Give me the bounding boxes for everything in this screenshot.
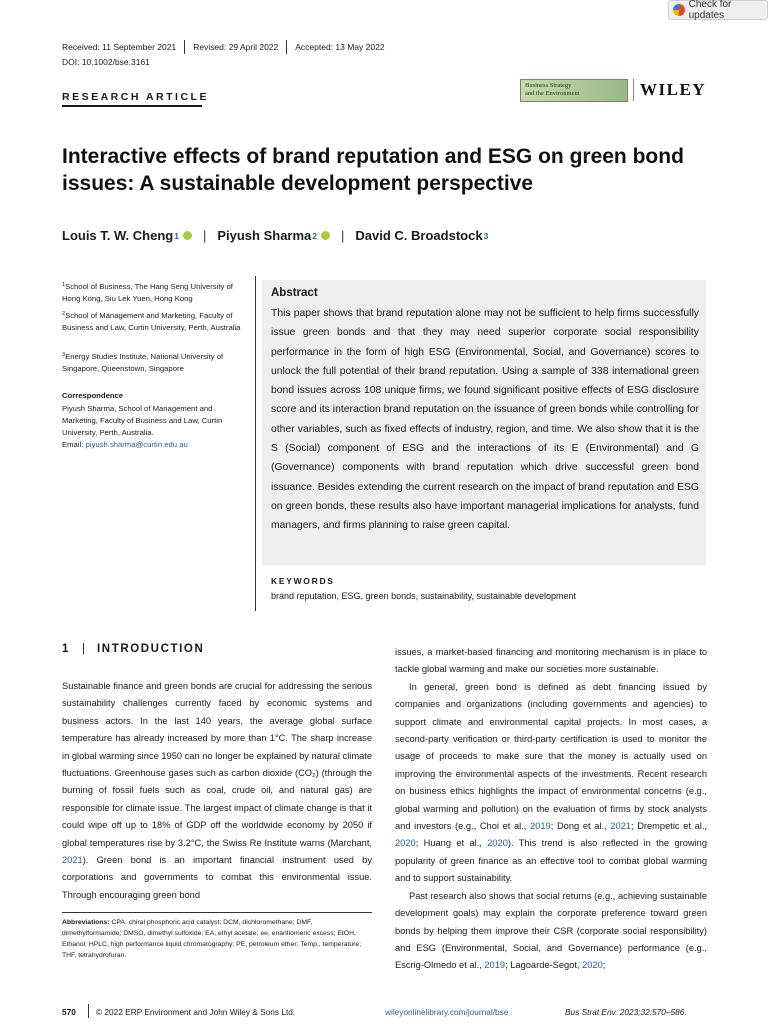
right-column [395,644,707,975]
doi: DOI: 10.1002/bse.3161 [62,57,150,67]
affiliation-number: 3 [62,352,66,358]
check-for-updates-button[interactable] [668,0,768,20]
body-paragraph [62,678,372,904]
paragraph-text: Past research also shows that social returns (e.g., achieving sustainable development goals) may explain the corporate preference toward green bonds by helping them improve their CSR (corporate social responsibility) and ESG (Environmental, Social, and Governance) performance (e.g., Escrig-Olmedo et al., [395,890,707,971]
crossmark-icon [673,4,685,16]
journal-logo-line1: Business Strategy [525,82,572,89]
body-paragraph [395,888,707,975]
column-divider [255,276,256,611]
article-title: Interactive effects of brand reputation and ESG on green bond issues: A sustainable development perspective [62,145,684,195]
paragraph-text: Sustainable finance and green bonds are crucial for addressing the serious sustainability challenges currently faced by economic systems and business actors. In the last 140 years, the average global surface temperature has already increased by more than 1°C. The sharp increase in global warming since 1950 can no longer be explained by natural climate fluctuations. Greenhouse gases such as carbon dioxide (CO₂) (through the burning of fossil fuels such as coal, crude oil, and natural gas) are responsible for climate issue. The largest impact of climate change is that it could wipe off up to 18% of GDP off the worldwide economy by 2050 if global temperatures rise by 3.2°C, the Swiss Re Institute warns (Marchant, [62,681,372,848]
citation-link[interactable]: 2019 [484,960,506,971]
paragraph-text: ; Lagoarde-Segot, [505,960,583,971]
paragraph-text: ). Green bond is an important financial instrument used by corporations and governments to combat this environmental issue. Through encouraging green bond [62,855,372,900]
copyright: © 2022 ERP Environment and John Wiley & Sons Ltd. [96,1007,296,1017]
accepted-date: Accepted: 13 May 2022 [295,42,385,52]
section-number: 1 [62,643,70,655]
section-heading [62,643,204,655]
footer-divider [88,1004,89,1018]
abstract-heading: Abstract [271,287,318,299]
received-date: Received: 11 September 2021 [62,42,177,52]
citation-link[interactable]: 2020 [582,960,603,971]
citation-link[interactable]: 2020 [395,838,416,849]
keywords-text: brand reputation, ESG, green bonds, sustainability, sustainable development [271,591,577,601]
paragraph-text: ; Drempetic et al., [630,821,707,832]
correspondence-heading: Correspondence [62,391,124,400]
footnote-label: Abbreviations: [62,919,110,926]
body-paragraph [395,679,707,888]
section-separator: | [82,643,85,655]
author-name[interactable]: David C. Broadstock [355,228,483,243]
affiliation-text: School of Management and Marketing, Faculty of Business and Law, Curtin University, Perth, Australia [62,311,241,332]
section-title: INTRODUCTION [97,643,205,655]
paragraph-text: In general, green bond is defined as debt financing issued by companies and organizations (including governments and agencies) to support climate and environmental capital projects. In most cases, a second-party verification or third-party certification is used to monitor the usage of proceeds to make sure that the money is actually used on improving the environmental aspects of the investments. Recent research on business ethics highlights the impact of environmental concerns (e.g., global warming and pollution) on the evaluation of firms by stock analysts and investors (e.g., Choi et al., [395,681,707,832]
citation-link[interactable]: 2019 [530,821,551,832]
revised-date: Revised: 29 April 2022 [193,42,279,52]
body-paragraph: issues, a market-based financing and monitoring mechanism is in place to tackle global warming and make our societies more sustainable. [395,647,707,675]
article-type-rule [62,105,202,107]
paragraph-text: ; Dong et al., [550,821,611,832]
author-list [62,228,488,243]
paragraph-text: ). This trend is also reflected in the growing popularity of green finance as an effective tool to combat global warming and to support sustainability. [395,838,707,884]
affiliation-marker[interactable]: 3 [483,230,489,241]
email-link[interactable]: piyush.sharma@curtin.edu.au [85,440,188,449]
orcid-icon[interactable] [321,231,330,240]
author-separator: | [341,228,345,243]
journal-logo-line2: and the Environment [525,90,580,97]
logo-divider [633,79,634,101]
author-name[interactable]: Piyush Sharma [217,228,312,243]
check-for-updates-label: Check for updates [688,0,732,21]
affiliation [62,280,250,304]
author-separator: | [202,228,207,243]
affiliation-text: School of Business, The Hang Seng University of Hong Kong, Siu Lek Yuen, Hong Kong [62,282,233,303]
paragraph-text: ; Huang et al., [415,838,488,849]
affiliation-marker[interactable]: 2 [312,230,318,241]
affiliation [62,350,250,374]
page-number: 570 [62,1007,76,1017]
abstract-text: This paper shows that brand reputation alone may not be sufficient to help firms successfully issue green bonds and that they may need superior corporate social responsibility performance in the form of high ESG (Environmental, Social, and Governance) scores to unlock the full potential of their brand reputation. Using a sample of 338 international green bond issues across 108 unique firms, we found significant positive effects of ESG disclosure score and its interaction brand reputation on the issuance of green bonds while controlling for other variables, such as fixed effects of industry, region, and time. We also show that it is the S (Social) component of ESG and the interactions of its E (Environmental) and G (Governance) components with brand reputation which drive successful green bond issuance. Besides extending the current research on the impact of brand reputation and ESG on green bonds, these results also have important managerial implications for analysts, fund managers, and firms planning to raise green capital. [271,308,700,532]
left-column [62,678,372,904]
citation-link[interactable]: 2020 [487,838,508,849]
orcid-icon[interactable] [183,231,192,240]
affiliation-text: Energy Studies Institute, National University of Singapore, Queenstown, Singapore [62,352,224,373]
journal-logo [520,79,628,102]
affiliation [62,309,250,333]
journal-url-link[interactable]: wileyonlinelibrary.com/journal/bse [385,1007,509,1017]
email-label: Email: [62,440,86,449]
footnote [62,917,372,961]
article-history [62,40,393,54]
affiliation-marker[interactable]: 1 [174,230,179,241]
author-name[interactable]: Louis T. W. Cheng [62,228,174,243]
publisher-logo: WILEY [640,80,707,99]
correspondence-text: Piyush Sharma, School of Management and Marketing, Faculty of Business and Law, Curtin University, Perth, Australia. [62,404,223,437]
citation-link[interactable]: 2021 [62,855,83,866]
correspondence-block [62,403,250,451]
footnote-text: CPA, chiral phosphoric acid catalyst; DCM, dichloromethane; DMF, dimethylformamide; DMSO, dimethyl sulfoxide; EA, ethyl acetate; ee, enantiomeric excess; EtOH, Ethanol; HPLC, high performance liquid chromatography; PE, petroleum ether; Temp., temperature; THF, tetrahydrofuran. [62,919,362,959]
footnote-rule [62,912,372,913]
citation-link[interactable]: 2021 [610,821,631,832]
affiliation-number: 2 [62,311,66,317]
affiliation-number: 1 [62,282,66,288]
journal-citation: Bus Strat Env. 2023;32:570–586. [565,1007,687,1017]
paragraph-text: ; [602,960,606,971]
article-type: RESEARCH ARTICLE [62,91,209,103]
keywords-heading: KEYWORDS [271,576,335,586]
